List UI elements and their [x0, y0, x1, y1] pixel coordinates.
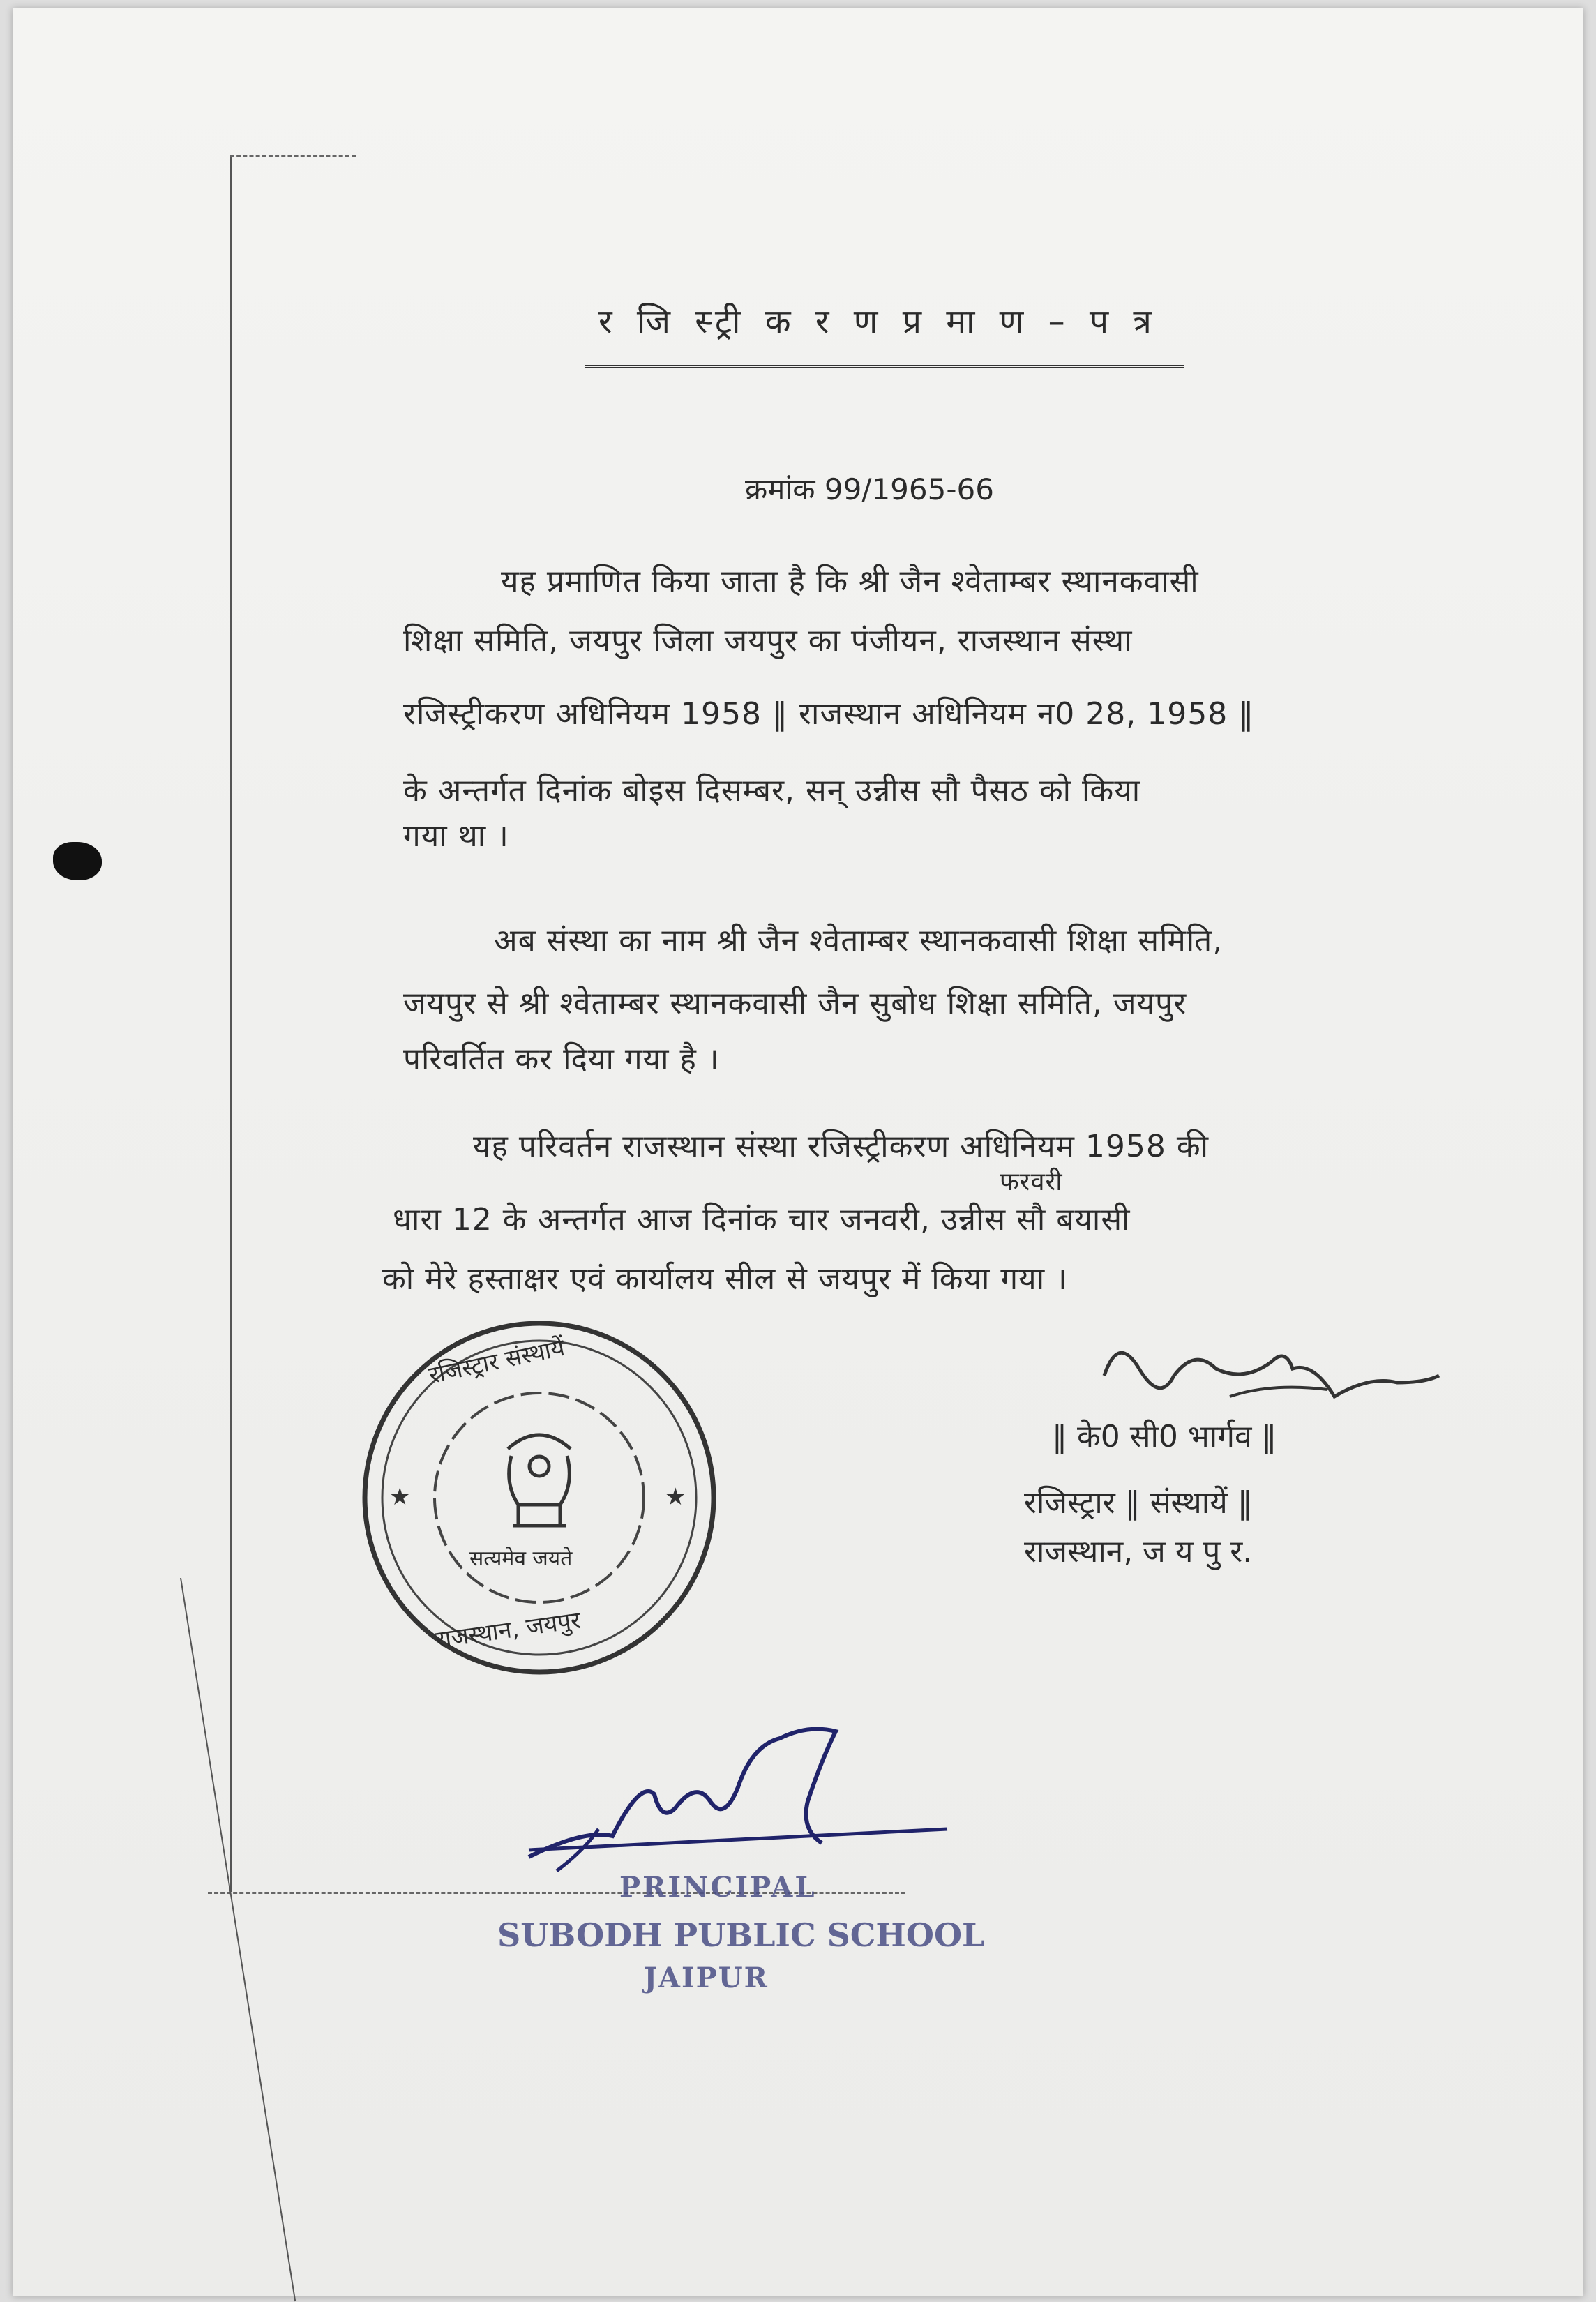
svg-text:★: ★ — [665, 1483, 686, 1511]
officer-title: रजिस्ट्रार ‖ संस्थायें ‖ — [1024, 1485, 1253, 1521]
paragraph-3-line-1: यह परिवर्तन राजस्थान संस्था रजिस्ट्रीकरण अधिनियम 1958 की — [473, 1129, 1210, 1164]
certificate-page — [13, 8, 1583, 2296]
seal-motto: सत्यमेव जयते — [469, 1547, 573, 1571]
paragraph-1-line-1: यह प्रमाणित किया जाता है कि श्री जैन श्वेताम्बर स्थानकवासी — [501, 564, 1199, 599]
certificate-title: र जि स्ट्री क र ण प्र मा ण – प त्र — [598, 302, 1159, 341]
official-seal — [358, 1316, 721, 1679]
school-stamp-name: SUBODH PUBLIC SCHOOL — [497, 1916, 985, 1954]
diagonal-edge-line — [180, 1578, 296, 2301]
correction-word: फरवरी — [1000, 1168, 1063, 1196]
seal-bottom-text: राजस्थान, जयपुर — [433, 1606, 582, 1655]
principal-signature — [515, 1710, 961, 1892]
paragraph-1-line-2: शिक्षा समिति, जयपुर जिला जयपुर का पंजीयन, राजस्थान संस्था — [403, 623, 1133, 659]
school-stamp-principal: PRINCIPAL — [619, 1871, 817, 1904]
paragraph-3-line-3: को मेरे हस्ताक्षर एवं कार्यालय सील से जयपुर में किया गया । — [382, 1261, 1068, 1297]
svg-text:★: ★ — [389, 1483, 411, 1511]
paragraph-1-line-4: के अन्तर्गत दिनांक बोइस दिसम्बर, सन् उन्नीस सौ पैसठ को किया — [403, 773, 1141, 808]
school-stamp-city: JAIPUR — [644, 1962, 769, 1994]
paragraph-2-line-2: जयपुर से श्री श्वेताम्बर स्थानकवासी जैन सुबोध शिक्षा समिति, जयपुर — [403, 986, 1187, 1021]
reference-number: क्रमांक 99/1965-66 — [745, 472, 994, 506]
paragraph-3-line-2: धारा 12 के अन्तर्गत आज दिनांक चार जनवरी, उन्नीस सौ बयासी — [393, 1202, 1131, 1237]
officer-name: ‖ के0 सी0 भार्गव ‖ — [1052, 1419, 1277, 1454]
left-border-line — [230, 155, 232, 1892]
photocopy-blot — [53, 842, 102, 880]
paragraph-1-line-3: रजिस्ट्रीकरण अधिनियम 1958 ‖ राजस्थान अधिनियम न0 28, 1958 ‖ — [403, 696, 1255, 732]
top-border-dashes — [230, 155, 356, 157]
paragraph-1-line-5: गया था । — [403, 818, 509, 854]
paragraph-2-line-1: अब संस्था का नाम श्री जैन श्वेताम्बर स्थानकवासी शिक्षा समिति, — [494, 923, 1224, 958]
ashoka-emblem-icon — [508, 1435, 571, 1526]
paragraph-2-line-3: परिवर्तित कर दिया गया है । — [403, 1041, 720, 1077]
seal-top-text: रजिस्ट्रार संस्थायें — [426, 1333, 568, 1390]
title-underline — [585, 347, 1184, 368]
officer-place: राजस्थान, ज य पु र. — [1024, 1534, 1253, 1570]
